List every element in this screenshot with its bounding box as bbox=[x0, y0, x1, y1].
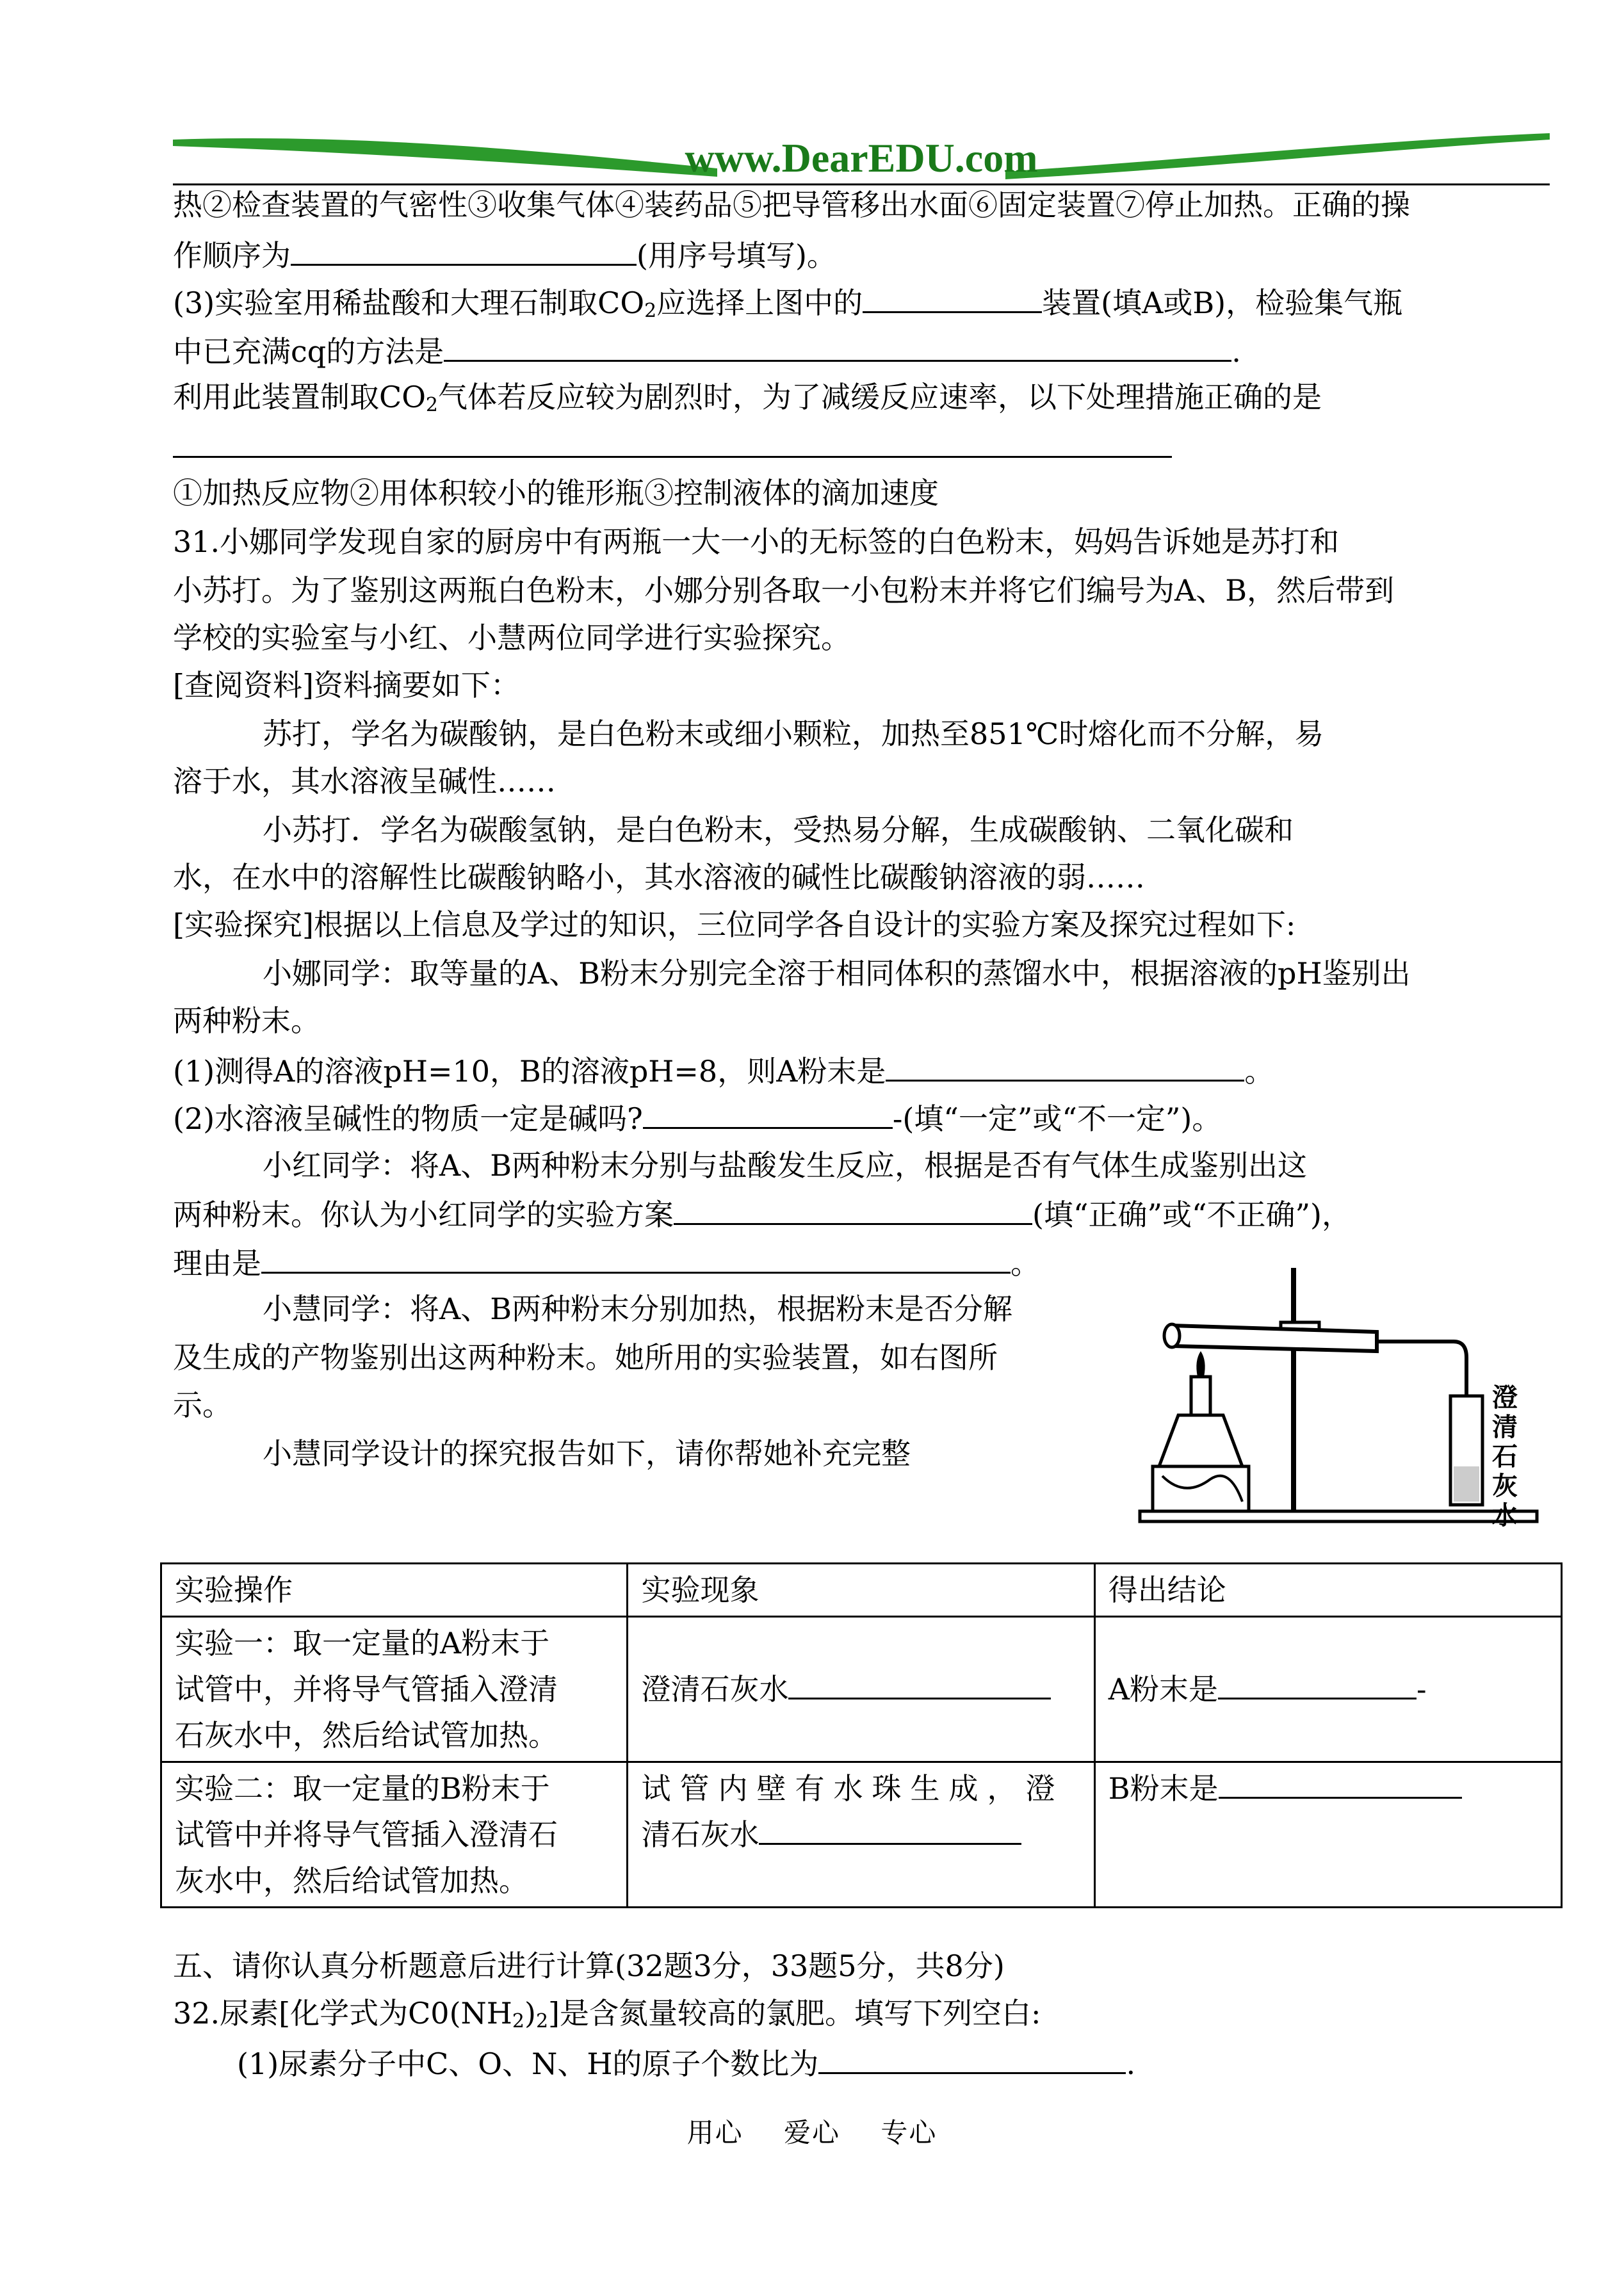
header-banner bbox=[173, 120, 1550, 191]
table-header-cell: 实验操作 bbox=[161, 1564, 628, 1617]
text-line: 水，在水中的溶解性比碳酸钠略小，其水溶液的碱性比碳酸钠溶液的弱…… bbox=[173, 860, 1145, 895]
table-row bbox=[161, 1617, 1562, 1762]
text-line: 32.尿素[化学式为$C0(NH_2)_2$]是含氮量较高的氯肥。填写下列空白: bbox=[173, 1996, 1041, 2032]
answer-blank[interactable] bbox=[444, 330, 1231, 362]
text-line: 两种粉末。 bbox=[173, 1003, 320, 1038]
text-line: 利用此装置制取$CO_2$气体若反应较为剧烈时，为了减缓反应速率，以下处理措施正确的是 bbox=[173, 380, 1322, 416]
text-line: 小慧同学：将A、B两种粉末分别加热，根据粉末是否分解 bbox=[263, 1292, 1013, 1326]
text-line: 作顺序为 (用序号填写)。 bbox=[173, 234, 836, 275]
text-line: (1)测得A的溶液pH=10，B的溶液pH=8，则A粉末是 。 bbox=[173, 1050, 1274, 1091]
text-line: 示。 bbox=[173, 1388, 232, 1422]
text-line: [实验探究]根据以上信息及学过的知识，三位同学各自设计的实验方案及探究过程如下: bbox=[173, 907, 1296, 942]
answer-blank[interactable] bbox=[1219, 1767, 1462, 1799]
table-header-row bbox=[161, 1564, 1562, 1617]
text-line: 31.小娜同学发现自家的厨房中有两瓶一大一小的无标签的白色粉末，妈妈告诉她是苏打和 bbox=[173, 524, 1340, 559]
footer-text: 爱心 bbox=[783, 2117, 840, 2148]
conclusion-cell: B粉末是 bbox=[1094, 1762, 1561, 1908]
text-line: ①加热反应物②用体积较小的锥形瓶③控制液体的滴加速度 bbox=[173, 476, 939, 510]
answer-blank[interactable] bbox=[643, 1098, 893, 1129]
answer-blank[interactable] bbox=[886, 1050, 1244, 1082]
answer-line[interactable] bbox=[173, 426, 1172, 467]
text-line: 小红同学：将A、B两种粉末分别与盐酸发生反应，根据是否有气体生成鉴别出这 bbox=[263, 1148, 1308, 1183]
answer-blank[interactable] bbox=[863, 282, 1042, 313]
answer-blank[interactable] bbox=[759, 1813, 1021, 1845]
experiment-report-table bbox=[160, 1562, 1563, 1908]
text-line: (2)水溶液呈碱性的物质一定是碱吗? -(填“一定”或“不一定”)。 bbox=[173, 1098, 1221, 1138]
answer-blank[interactable] bbox=[1218, 1668, 1417, 1699]
answer-blank[interactable] bbox=[674, 1194, 1032, 1225]
table-header-cell: 实验现象 bbox=[628, 1564, 1094, 1617]
footer-text: 专心 bbox=[881, 2117, 938, 2148]
text-line: 学校的实验室与小红、小慧两位同学进行实验探究。 bbox=[173, 620, 850, 655]
text-line: 小苏打．学名为碳酸氢钠，是白色粉末，受热易分解，生成碳酸钠、二氧化碳和 bbox=[263, 813, 1294, 847]
table-row bbox=[161, 1762, 1562, 1908]
limewater-label: 澄清石灰水 bbox=[1492, 1383, 1518, 1530]
conclusion-cell: A粉末是 - bbox=[1094, 1617, 1561, 1762]
table-header-cell: 得出结论 bbox=[1094, 1564, 1561, 1617]
text-line: 小娜同学：取等量的A、B粉末分别完全溶于相同体积的蒸馏水中，根据溶液的pH鉴别出 bbox=[263, 956, 1411, 991]
section-title: 五、请你认真分析题意后进行计算(32题3分，33题5分，共8分) bbox=[173, 1949, 1005, 1983]
answer-blank[interactable] bbox=[818, 2043, 1126, 2074]
page-footer bbox=[0, 2112, 1624, 2150]
text-line: (3)实验室用稀盐酸和大理石制取$CO_2$应选择上图中的 装置(填A或B)，检验集气瓶 bbox=[173, 282, 1402, 330]
text-line: 小苏打。为了鉴别这两瓶白色粉末，小娜分别各取一小包粉末并将它们编号为A、B，然后带到 bbox=[173, 573, 1395, 608]
phenomenon-cell: 澄清石灰水 bbox=[628, 1617, 1094, 1762]
text-line: (1)尿素分子中C、O、N、H的原子个数比为 . bbox=[237, 2043, 1135, 2083]
text-line: 热②检查装置的气密性③收集气体④装药品⑤把导管移出水面⑥固定装置⑦停止加热。正确的操 bbox=[173, 188, 1410, 222]
heating-apparatus-figure bbox=[1133, 1255, 1556, 1537]
answer-blank[interactable] bbox=[291, 234, 637, 266]
answer-blank[interactable] bbox=[788, 1668, 1051, 1699]
text-line: 中已充满cq的方法是 . bbox=[173, 330, 1241, 371]
text-line: 苏打，学名为碳酸钠，是白色粉末或细小颗粒，加热至851℃时熔化而不分解，易 bbox=[263, 717, 1324, 751]
footer-text: 用心 bbox=[686, 2117, 743, 2148]
answer-blank[interactable] bbox=[261, 1242, 1011, 1274]
text-line: 两种粉末。你认为小红同学的实验方案 (填“正确”或“不正确”)， bbox=[173, 1194, 1351, 1234]
text-line: 小慧同学设计的探究报告如下，请你帮她补充完整 bbox=[263, 1436, 911, 1471]
phenomenon-cell: 试管内壁有水珠生成，澄 清石灰水 bbox=[628, 1762, 1094, 1908]
logo-text: www.DearEDU.com bbox=[685, 135, 1038, 181]
text-line: 溶于水，其水溶液呈碱性…… bbox=[173, 764, 556, 799]
operation-cell: 实验一：取一定量的A粉末于 试管中，并将导气管插入澄清 石灰水中，然后给试管加热。 bbox=[161, 1617, 628, 1762]
text-line: [查阅资料]资料摘要如下： bbox=[173, 668, 520, 702]
operation-cell: 实验二：取一定量的B粉末于 试管中并将导气管插入澄清石 灰水中，然后给试管加热。 bbox=[161, 1762, 628, 1908]
text-line: 及生成的产物鉴别出这两种粉末。她所用的实验装置，如右图所 bbox=[173, 1340, 998, 1375]
text-line: 理由是 。 bbox=[173, 1242, 1040, 1283]
swoosh-logo bbox=[173, 120, 1550, 191]
